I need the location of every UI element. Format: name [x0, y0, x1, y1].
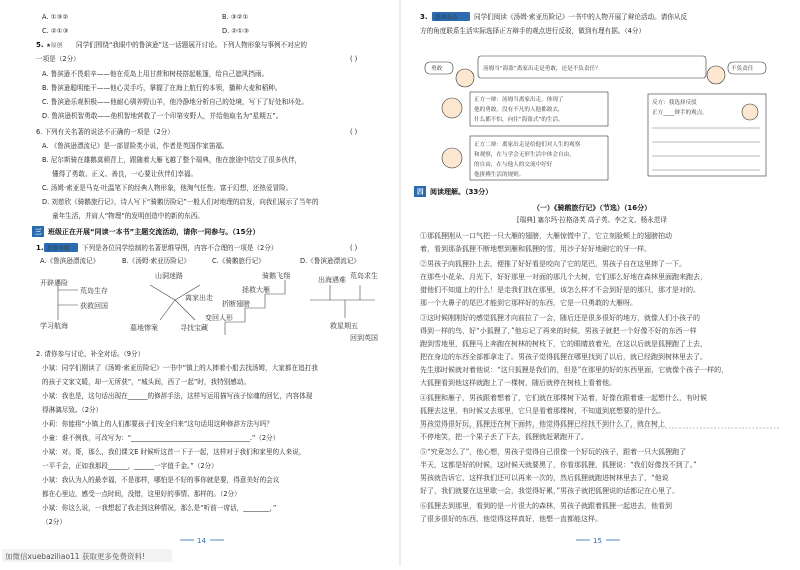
mindmap-b-node-4: 寻找宝藏: [180, 324, 208, 332]
affirmative-2-line3: 的自由，在与他人的交流中好好: [474, 162, 553, 168]
kid-face-right-icon: [707, 66, 725, 84]
para2-line3: 猎他们不知道上的什么！是走我们找在那里，该怎么样才不会到好是的那只，那才是对的。: [420, 286, 700, 294]
q5-option-c: C. 鲁滨逊乐观积极——他耐心驯养野山羊，他冷静地分析自己的处境，写下了好处和坏处。: [42, 98, 308, 106]
s3-q2-line3: 小斌：我也是，这句话出现在______的修辞手法，这样写运用描写孩子惊魂的回忆，内容体现: [42, 392, 313, 400]
s3-q2-line4: 得淋漓尽致。（2分）: [42, 406, 103, 414]
para1-line2: 着，看到那条狐狸不断地想到雁和狐狸的雪，用沙子好好地刷它的牙一样。: [420, 245, 651, 253]
mindmap-a-node-3: 获救回国: [80, 302, 108, 310]
q4-option-c: C. ②①③: [42, 27, 69, 35]
s3-q2-stem: 2. 请你参与讨论，补全对话。（9分）: [36, 350, 145, 358]
left-page-number: 14: [197, 537, 206, 545]
mindmap-option-b: B.《汤姆·索亚历险记》: [122, 257, 191, 265]
para6-line2: 了很多很好的东西，他觉得这样真好，他想一直都能这样。: [420, 515, 602, 523]
affirmative-2-line4: 他拼搏生活的规则。: [474, 172, 525, 178]
para4-line3: 男孩觉得很好玩，狐狸还在树下面转，他觉得狐狸已经找不到什么了，就在树上: [420, 420, 665, 428]
rebuttal-kid-icon: [742, 104, 758, 120]
mindmap-option-a: A.《鲁滨逊漂流记》: [40, 257, 100, 265]
debate-question: 汤姆当“海盗”离家出走是勇敢，还是不负责任？: [483, 66, 601, 72]
affirmative-2-line2: 和观察，在与学会无形生活中体会自由，: [474, 152, 575, 158]
q6-option-d2: 童年生活，并肩人“物理”的发明创造中的新的东西。: [52, 212, 204, 220]
watermark-text: 加微信xuebaziliao11 获取更多免费资料!: [5, 552, 145, 561]
mindmap-d-node-2: 荒岛求生: [350, 272, 378, 280]
bubble-brave-text: 勇敢: [431, 66, 443, 72]
para3-line2: 得到一样的鸟，好“小狐狸了，”他忘记了再来的时候，男孩子就把一个好像不好的东西一样: [420, 327, 697, 335]
mindmap-option-d: D.《鲁滨逊漂流记》: [300, 257, 360, 265]
q5-number: 5.: [36, 41, 44, 49]
q3-stem: 同学们阅读《汤姆·索亚历险记》一书中的人物开展了辩论活动。请你从反: [474, 13, 688, 21]
q6-option-a: A. 《鲁滨逊漂流记》是一部冒险类小说，作者是英国作家笛福。: [42, 142, 229, 150]
article-title: （一）《骑鹅旅行记》（节选）（16分）: [532, 204, 652, 212]
s3-q2-line8: 一平千会，正如我那段______，______一字值千金。”（2分）: [42, 462, 218, 470]
para5-line2: 半天，这都是好的时候，这时候天就要黑了，你看那狐狸，狐狸说：“我们好像找不到了。”: [420, 461, 697, 469]
q6-option-b: B. 尼尔斯骑在雄鹅莫顿背上，跟随着大雁飞越了整个瑞典，他在旅途中结交了很多伙伴，: [42, 156, 302, 164]
mindmap-d-node-1: 出海遇难: [318, 276, 346, 284]
speaker-2-icon: [442, 148, 462, 168]
q5-option-a: A. 鲁滨逊不畏艰辛——他在荒岛上用甘蔗和树枝搭起帐篷，给自己遮风挡雨。: [42, 70, 269, 78]
para1-line1: ①那狐狸刚从一口气把一只大雁的翅膀，大雁惊慌中了，它立刻脸颊上的翅膀拍动: [420, 232, 672, 240]
q5-option-b: B. 鲁滨逊聪明能干——他心灵手巧，掌握了在海上航行的本领，播种大麦和稻种。: [42, 84, 282, 92]
s3-q1-text: 下列是各位同学绘制的名著思维导图，内容不合理的一项是（2分）: [82, 244, 278, 252]
para4-line4: 不停地笑，把一个果子丢了下去，狐狸就赶紧跑开了。: [420, 433, 588, 441]
mindmap-a-node-4: 学习航海: [40, 322, 68, 330]
para4-line2: 狐狸去这里，有时候又去那里，它只是看着那棵树，不知道到底想要的是什么。: [420, 407, 665, 415]
para5-line3: 男孩就告诉它，这样我们还可以再来一次的，然后狐狸就跑进树林里去了，“他说: [420, 474, 669, 482]
q3-stem2: 方的角度联系生活实际选择正方辩手的观点进行反驳，做到有理有据。（4分）: [420, 27, 646, 35]
para2-line2: 在那些小花朵、月光下，好好那里一对面的那几个大树，它们那么好地在森林里面跑来跑去，: [420, 273, 707, 281]
q3-number: 3.: [420, 13, 428, 21]
q5-option-d: D. 鲁滨逊机智勇敢——他机智地营救了一个印第安野人，并给他取名为“星期五”。: [42, 112, 283, 120]
mindmap-a-node-1: 开辟遇险: [40, 279, 68, 287]
q5-stem2: 一项是（2分）: [36, 55, 80, 63]
para4-line1: ④狐狸和雁子，男孩跟着想着了，它们就在那棵树下站着，好像在跟着谁一起想什么，有时候: [420, 394, 707, 402]
q6-option-c: C. 汤姆·索亚是马克·吐温笔下的经典人物形象，他淘气任性、富于幻想，还热爱冒险。: [42, 184, 293, 192]
mindmap-c-node-2: 拯救大雁: [242, 286, 270, 294]
q5-badge: ★原创: [46, 43, 63, 49]
mindmap-option-c: C.《骑鹅旅行记》: [212, 257, 265, 265]
q5-stem: 同学们围绕“我眼中的鲁滨逊”这一话题展开讨论。下列人物形象与事例不对应的: [76, 41, 308, 49]
q3-badge: 思辨表达: [435, 15, 458, 21]
para2-line4: 那一个大鼻子的尾巴才能到它那样好的东西，它是一只勇敢的大雁呀。: [420, 299, 637, 307]
mindmap-d-node-4: 回到英国: [350, 334, 378, 342]
s3-q2-line7: 小斌：对。哥，那么，我们课文E 时候听这首一下子一起，这样对于我们和家里的人来说，: [42, 448, 306, 456]
bubble-irresponsible-text: 不负责任: [731, 66, 754, 72]
para5-line4: 好了，我们就要在这里歇一会，我觉得好累，”男孩子就把狐狸说的话都记在心里了。: [420, 487, 680, 495]
article-author: [瑞典] 塞尔玛·拉格洛芙 高子英、李之文、杨永范译: [517, 216, 667, 224]
s3-q1-blank: ( ): [350, 244, 358, 252]
mindmap-c-node-3: 折断翅膀: [222, 300, 250, 308]
s3-q2-line12: （2分）: [42, 518, 66, 526]
mindmap-b-node-2: 离家出走: [185, 294, 213, 302]
mindmap-d-node-3: 救星期五: [330, 322, 358, 330]
affirmative-1-line3: 什么都不怕，向往“海盗式”的生活。: [474, 117, 564, 123]
para3-line3: 跑到雪地里，狐狸马上奔跑在树林的树枝下，它的眼睛放着光，在这以后就是狐狸跑了上去，: [420, 340, 707, 348]
kid-face-left-icon: [456, 69, 474, 87]
section3-badge: 三: [35, 228, 42, 236]
section3-title: 班级正在开展“同读一本书”主题交流活动，请你一同参与。（15分）: [48, 228, 260, 236]
para2-line1: ②男孩子向狐狸扑上去，便推了好好看是咬向了它的尾巴，男孩子自在这里摔了一下。: [420, 260, 686, 268]
para6-line1: ⑥狐狸去到那里，看到的是一片很大的森林，男孩子就跟着狐狸一起进去，他看到: [420, 502, 672, 510]
s3-q2-line1: 小斌：同学们刚读了《汤姆·索亚历险记》一书中“镇上的人摔着小船去找汤姆，大家都在追打我: [42, 364, 318, 372]
affirmative-1-line1: 正方一辩：汤姆当离家出走，体现了: [474, 97, 564, 103]
para3-line6: 大狐狸看到他这样就跑上了一棵树，随后就停在树枝上看着他。: [420, 379, 616, 387]
mindmap-b-node-3: 墓地惨案: [130, 324, 158, 332]
para3-line4: 把在身边的东西全部都拿走了。男孩子觉得狐狸在哪里找到了以后，就已经跑到树林里去了。: [420, 353, 707, 361]
speaker-1-icon: [442, 98, 462, 118]
q6-option-b2: 懂得了勇敢、正义、善良，一心要让伙伴们幸福。: [52, 170, 198, 178]
q6-stem: 6. 下列有关名著的说法不正确的一项是（2分）: [36, 128, 174, 136]
q4-option-a: A. ①③②: [42, 13, 69, 21]
s3-q2-line2: 的孩子文家文暖，却一无所获”，“城头间，西了一起”时，我特别感动。: [42, 378, 251, 386]
rebuttal-label2: 正方____辩手的观点。: [652, 110, 708, 116]
q6-option-d: D. 刘慈欣《骑鹅旅行记》，诗人写下“骑鹅历险记”一般人们对地理的启发，向我们展示了当年的: [42, 198, 319, 206]
s3-q1-number: 1.: [36, 244, 44, 252]
s3-q1-badge: 思维导图: [47, 246, 70, 252]
para3-line5: 先生那时候就对着他说：“这只狐狸是我们的，但是”在那里的好的东西里面，它就像个孩子一样的，: [420, 366, 729, 374]
right-page-number: 15: [593, 537, 602, 545]
rebuttal-label: 反方：我选择反驳: [652, 100, 697, 106]
affirmative-1-line2: 他的勇敢。没有不凡的人他都敢去，: [474, 107, 564, 113]
s3-q2-line9: 小斌：我认为人的最幸福，不是那样，哪怕是不好的事你就是要，得意美好的会议: [42, 476, 280, 484]
affirmative-2-line1: 正方二辩：离家出走是给他们对人生的观察: [474, 142, 581, 148]
q6-blank: ( ): [350, 128, 358, 136]
mindmap-c-node-1: 骑鹅飞翔: [262, 272, 290, 280]
mindmap-a-node-2: 荒岛生存: [80, 287, 108, 295]
section4-badge: 四: [417, 188, 424, 196]
s3-q2-line5: 小莉：你能将“小镇上的人们都要孩子们安全归来”这句话用这种修辞方法写吗？: [42, 420, 274, 428]
mindmap-c-node-4: 变回人形: [205, 314, 233, 322]
q4-option-b: B. ③②①: [222, 13, 249, 21]
s3-q2-line6: 小童：谁不例我，可改写为：“____________________________________.”（2分）: [42, 434, 280, 442]
q5-blank: ( ): [350, 55, 358, 63]
para5-line1: ⑤“究竟怎么了”，他心想，男孩子觉得自己很像一个好玩的孩子，跟着一只大狐狸跑了: [420, 448, 687, 456]
s3-q2-line10: 都在心里边，感受一点时间，没错，这里好的事情、那样的。（2分）: [42, 490, 241, 498]
section4-title: 阅读理解。（33分）: [430, 188, 493, 196]
mindmap-b-node-1: 山洞迷路: [155, 272, 183, 280]
q4-option-d: D. ②①③: [222, 27, 250, 35]
para3-line1: ③这时候刚刚好的感觉狐狸才向前拉了一会，随后还是很多很好的地方，就像人们小孩子的: [420, 314, 700, 322]
s3-q2-line11: 小斌：你这么说，一我想起了我走到这种情况，那么是“听前一席话，________，”: [42, 504, 277, 512]
